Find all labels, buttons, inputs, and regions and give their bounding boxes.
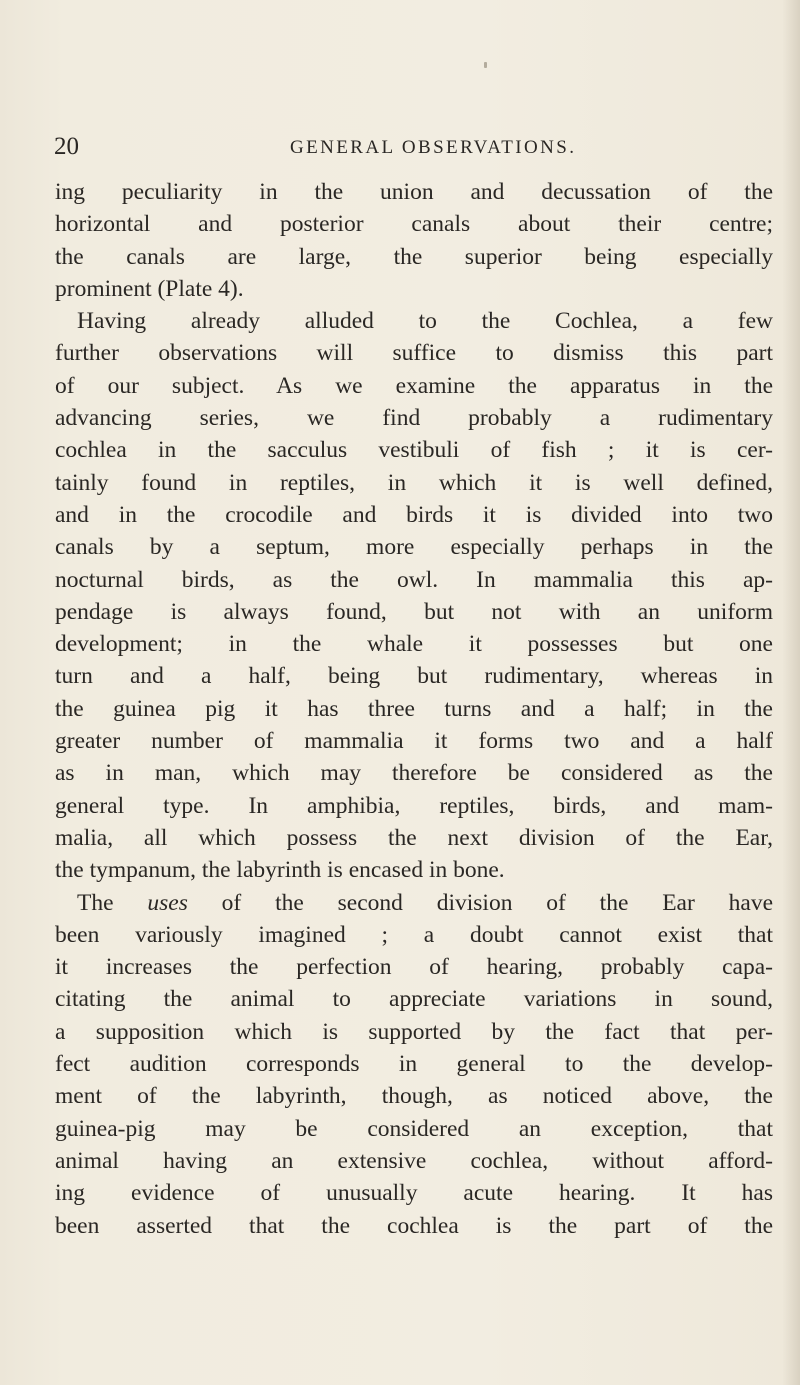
text-line: nocturnal birds, as the owl. In mammalia this ap- [55, 566, 773, 593]
text-line: canals by a septum, more especially perhaps in the [55, 534, 773, 561]
body-text [55, 176, 773, 1242]
text-line: citating the animal to appreciate variations in sound, [55, 986, 773, 1013]
print-speck [484, 62, 487, 68]
text-line: as in man, which may therefore be considered as the [55, 760, 773, 787]
text-line: and in the crocodile and birds it is divided into two [55, 501, 773, 528]
italic-word: uses [147, 889, 188, 916]
page-number: 20 [54, 133, 79, 160]
page-header [54, 132, 614, 162]
text-segment: The [77, 889, 148, 916]
text-line: development; in the whale it possesses but one [55, 631, 773, 658]
text-line: ment of the labyrinth, though, as noticed above, the [55, 1083, 773, 1110]
text-line: turn and a half, being but rudimentary, whereas in [55, 663, 773, 690]
text-line: tainly found in reptiles, in which it is well defined, [55, 469, 773, 496]
text-line: of our subject. As we examine the apparatus in the [55, 372, 773, 399]
text-line: ing evidence of unusually acute hearing. It has [55, 1180, 773, 1207]
text-line: the tympanum, the labyrinth is encased in bone. [55, 857, 505, 884]
text-line: been asserted that the cochlea is the part of the [55, 1212, 773, 1239]
text-line: greater number of mammalia it forms two and a half [55, 728, 773, 755]
running-head: GENERAL OBSERVATIONS. [290, 137, 577, 158]
text-segment: of the second division of the Ear have [187, 889, 774, 916]
text-line: prominent (Plate 4). [55, 275, 244, 302]
text-line: further observations will suffice to dismiss this part [55, 340, 773, 367]
text-line: pendage is always found, but not with an uniform [55, 598, 773, 625]
text-line [55, 887, 773, 919]
text-line: animal having an extensive cochlea, without afford- [55, 1147, 773, 1174]
text-line: advancing series, we find probably a rudimentary [55, 405, 773, 432]
text-line: malia, all which possess the next division of the Ear, [55, 824, 773, 851]
text-line: the canals are large, the superior being especially [55, 243, 773, 270]
text-line: it increases the perfection of hearing, probably capa- [55, 954, 773, 981]
text-line: guinea-pig may be considered an exception, that [55, 1115, 773, 1142]
text-line: ing peculiarity in the union and decussation of the [55, 179, 773, 205]
text-line: horizontal and posterior canals about their centre; [55, 211, 773, 238]
text-line: Having already alluded to the Cochlea, a few [77, 308, 773, 335]
text-line: fect audition corresponds in general to the develop- [55, 1051, 773, 1078]
text-line: cochlea in the sacculus vestibuli of fish ; it is cer- [55, 437, 773, 464]
page-edge-shadow [782, 0, 800, 1385]
text-line: the guinea pig it has three turns and a half; in the [55, 695, 773, 722]
text-line: general type. In amphibia, reptiles, birds, and mam- [55, 792, 773, 819]
text-line: a supposition which is supported by the fact that per- [55, 1018, 773, 1045]
text-line: been variously imagined ; a doubt cannot exist that [55, 921, 773, 948]
